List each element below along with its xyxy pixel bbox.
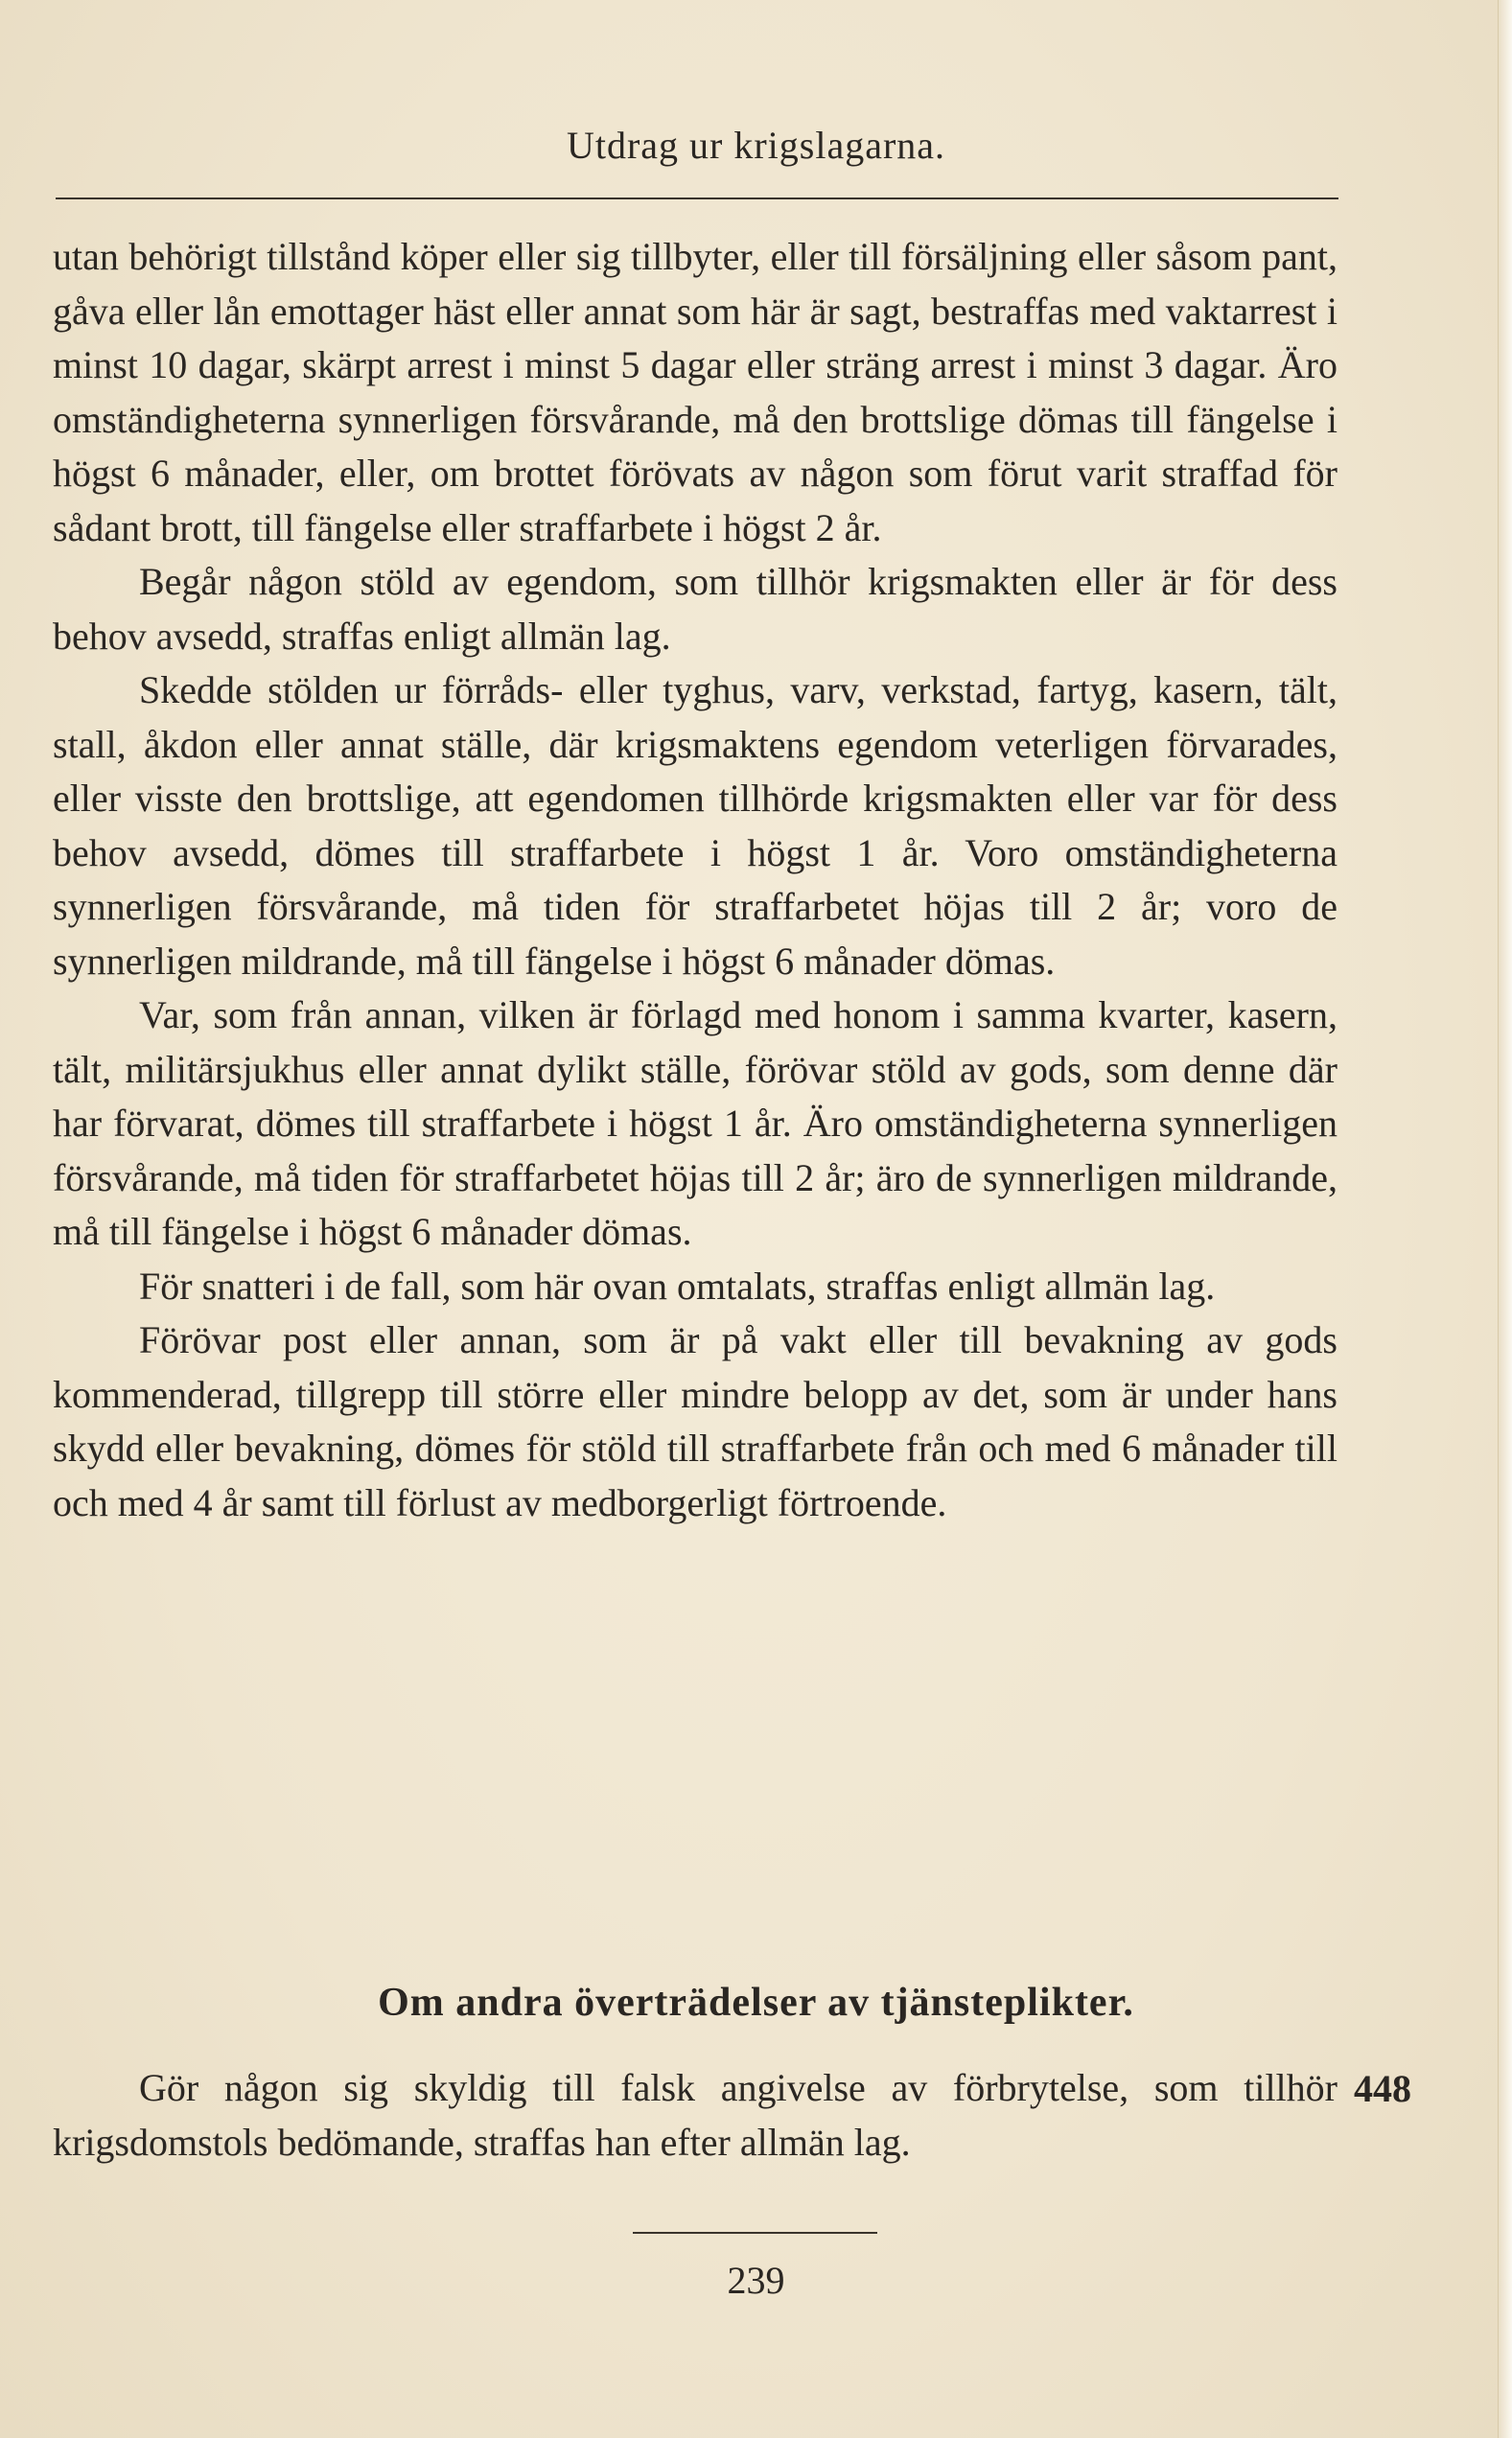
paragraph-6: Förövar post eller annan, som är på vakt eller till bevakning av gods kommenderad, tillgrepp till större eller mindre belopp av det, som är under hans skydd eller bevakning, dömes för stöld till straffarbete från och med 6 månader till och med 4 år samt till förlust av medborgerligt förtroende. (53, 1318, 1338, 1524)
page-number: 239 (727, 2259, 785, 2302)
paragraph-4: Var, som från annan, vilken är förlagd med honom i samma kvarter, kasern, tält, militärsjukhus eller annat dylikt ställe, förövar stöld av gods, som denne där har förvarat, dömes till straffarbete i högst 1 år. Äro omständigheterna synnerligen försvårande, må tiden för straffarbetet höjas till 2 år; äro de synnerligen mildrande, må till fängelse i högst 6 månader dömas. (53, 993, 1338, 1253)
section-heading: Om andra överträdelser av tjänsteplikter. (378, 1981, 1134, 2025)
paragraph-2: Begår någon stöld av egendom, som tillhör krigsmakten eller är för dess behov avsedd, straffas enligt allmän lag. (53, 560, 1338, 658)
section-paragraph: Gör någon sig skyldig till falsk angivelse av förbrytelse, som tillhör krigsdomstols bedömande, straffas han efter allmän lag. (53, 2066, 1338, 2164)
running-head: Utdrag ur krigslagarna. (566, 124, 946, 167)
paragraph-1: utan behörigt tillstånd köper eller sig tillbyter, eller till försäljning eller såsom pant, gåva eller lån emottager häst eller annat som här är sagt, bestraffas med vaktarrest i minst 10 dagar, skärpt arrest i minst 5 dagar eller sträng arrest i minst 3 dagar. Äro omständigheterna synnerligen försvårande, må den brottslige dömas till fängelse i högst 6 månader, eller, om brottet förövats av någon som förut varit straffad för sådant brott, till fängelse eller straffarbete i högst 2 år. (53, 235, 1338, 549)
body-text (53, 230, 1338, 1530)
footer-rule (633, 2232, 877, 2234)
page-edge (1498, 0, 1512, 2438)
paragraph-3: Skedde stölden ur förråds- eller tyghus, varv, verkstad, fartyg, kasern, tält, stall, åkdon eller annat ställe, där krigsmaktens egendom veterligen förvarades, eller visste den brottslige, att egendomen tillhörde krigsmakten eller var för dess behov avsedd, dömes till straffarbete i högst 1 år. Voro omständigheterna synnerligen försvårande, må tiden för straffarbetet höjas till 2 år; voro de synnerligen mildrande, må till fängelse i högst 6 månader dömas. (53, 668, 1338, 983)
header-rule (56, 197, 1338, 199)
paragraph-5: För snatteri i de fall, som här ovan omtalats, straffas enligt allmän lag. (139, 1264, 1216, 1308)
margin-paragraph-number: 448 (1354, 2067, 1411, 2110)
